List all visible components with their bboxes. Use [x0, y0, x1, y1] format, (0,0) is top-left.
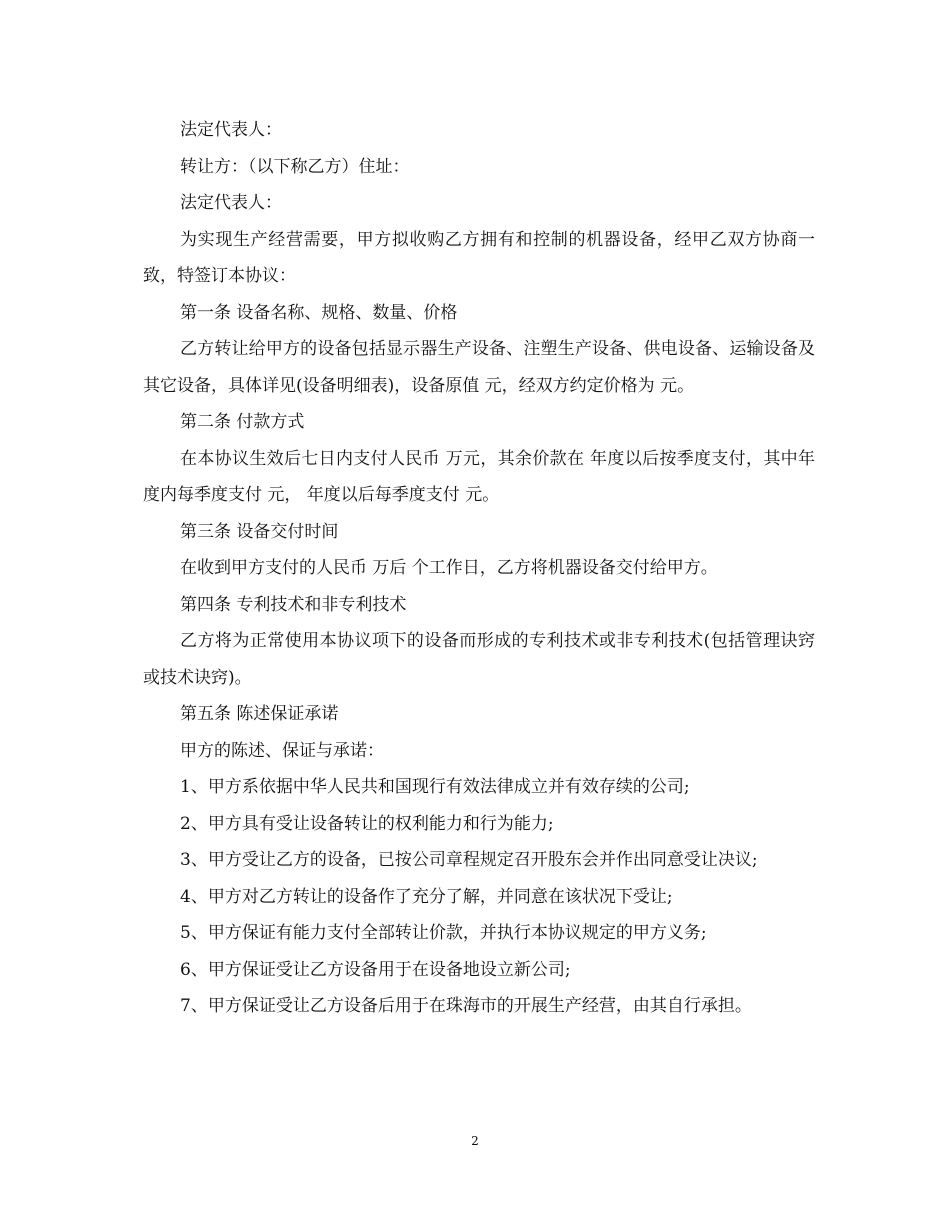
list-item-7: 7、甲方保证受让乙方设备后用于在珠海市的开展生产经营，由其自行承担。: [180, 996, 752, 1016]
article-1-body: 乙方转让给甲方的设备包括显示器生产设备、注塑生产设备、供电设备、运输设备及其它设备，具体详见(设备明细表)，设备原值 元，经双方约定价格为 元。: [143, 339, 815, 396]
article-3-heading: 第三条 设备交付时间: [180, 521, 339, 542]
list-item-2: 2、甲方具有受让设备转让的权利能力和行为能力;: [180, 813, 554, 834]
article-5-heading: 第五条 陈述保证承诺: [180, 704, 339, 724]
article-4-body: 乙方将为正常使用本协议项下的设备而形成的专利技术或非专利技术(包括管理诀窍或技术诀窍)。: [143, 631, 815, 688]
article-5-intro: 甲方的陈述、保证与承诺：: [180, 740, 384, 761]
list-item-6: 6、甲方保证受让乙方设备用于在设备地设立新公司;: [180, 959, 571, 980]
list-item-1: 1、甲方系依据中华人民共和国现行有效法律成立并有效存续的公司;: [180, 777, 690, 797]
list-item-4: 4、甲方对乙方转让的设备作了充分了解，并同意在该状况下受让;: [180, 886, 673, 907]
document-body: [143, 112, 815, 1025]
article-4-heading: 第四条 专利技术和非专利技术: [180, 594, 407, 615]
paragraph-preamble: 为实现生产经营需要，甲方拟收购乙方拥有和控制的机器设备，经甲乙双方协商一致，特签订本协议：: [143, 229, 815, 286]
paragraph-legal-rep-2: 法定代表人：: [180, 193, 282, 213]
article-2-heading: 第二条 付款方式: [180, 412, 305, 432]
paragraph-transferor: 转让方：（以下称乙方）住址：: [180, 156, 410, 177]
list-item-5: 5、甲方保证有能力支付全部转让价款，并执行本协议规定的甲方义务;: [180, 923, 707, 943]
article-3-body: 在收到甲方支付的人民币 万后 个工作日，乙方将机器设备交付给甲方。: [180, 558, 718, 578]
page-number: 2: [471, 1134, 479, 1148]
list-item-3: 3、甲方受让乙方的设备，已按公司章程规定召开股东会并作出同意受让决议;: [180, 850, 758, 870]
paragraph-legal-rep-1: 法定代表人：: [180, 120, 282, 140]
article-1-heading: 第一条 设备名称、规格、数量、价格: [180, 302, 458, 323]
article-2-body: 在本协议生效后七日内支付人民币 万元，其余价款在 年度以后按季度支付，其中年度内每季度支付 元， 年度以后每季度支付 元。: [143, 448, 815, 505]
